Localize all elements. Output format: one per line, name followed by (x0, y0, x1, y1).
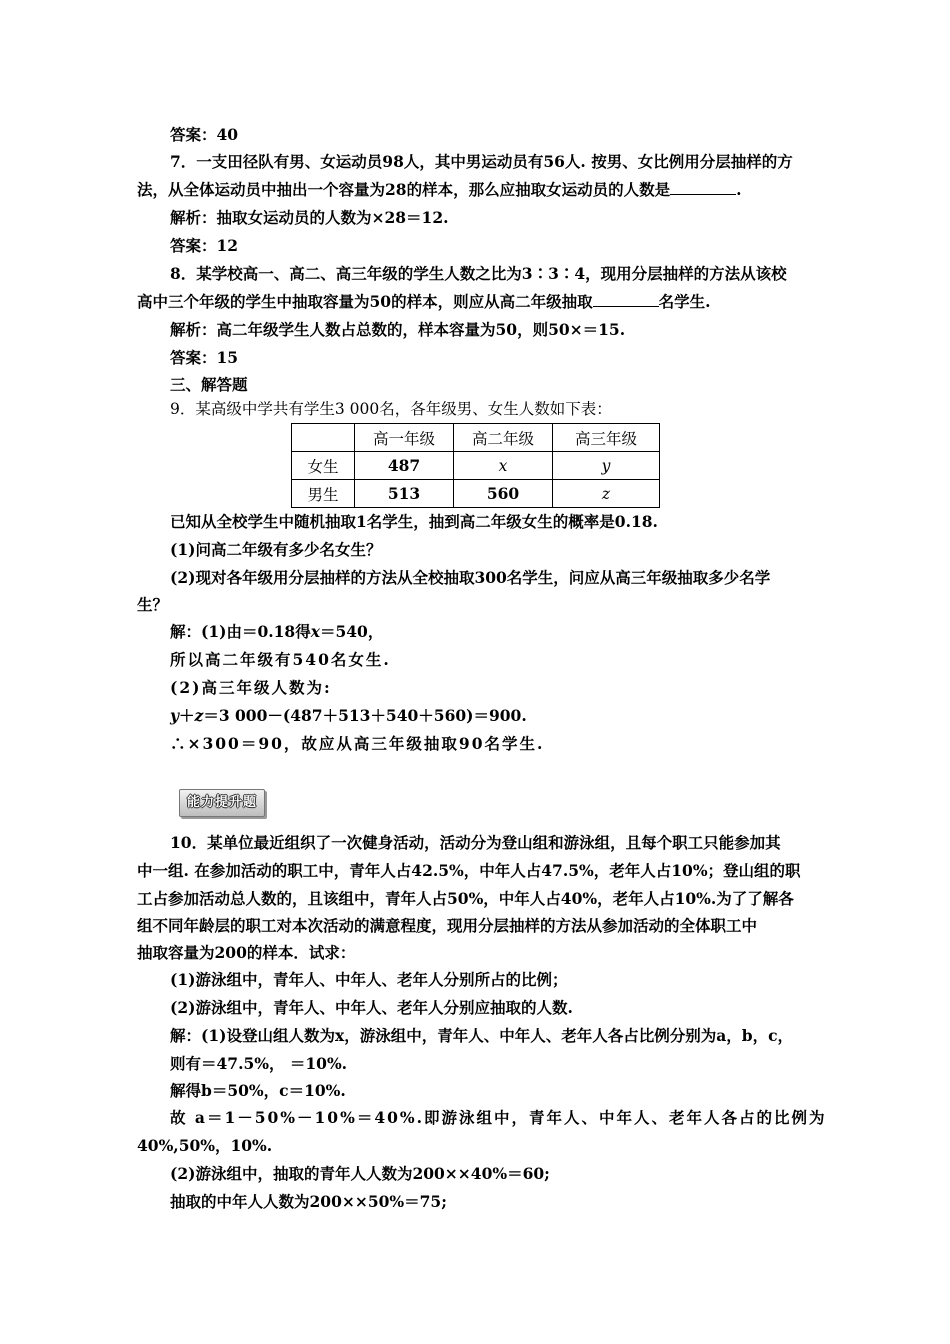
section-3-heading: 三、解答题 (170, 375, 248, 394)
q10-solution-4: 故 a＝1－50%－10%＝40%.即游泳组中，青年人、中年人、老年人各占的比例为 (170, 1108, 827, 1127)
table-header-cell: 高一年级 (355, 424, 454, 452)
table-row-label: 女生 (292, 452, 355, 480)
q9-intro: 9．某高级中学共有学生3 000名，各年级男、女生人数如下表： (170, 400, 612, 418)
q9-solution-2: 所以高二年级有540名女生. (170, 650, 391, 669)
q10-solution-2: 则有＝47.5%， ＝10%. (170, 1054, 348, 1073)
table-header-cell: 高二年级 (454, 424, 553, 452)
q7-answer-blank (670, 180, 736, 195)
table-header-cell (292, 424, 355, 452)
q9-part2-line2: 生？ (137, 595, 169, 614)
q8-answer: 答案：15 (170, 348, 239, 367)
q10-line2: 中一组. 在参加活动的职工中，青年人占42.5%，中年人占47.5%，老年人占10%；登山组的职 (137, 861, 801, 880)
grade-gender-table (291, 423, 660, 508)
q7-line2-end: . (736, 180, 742, 199)
table-cell: x (454, 452, 553, 480)
q10-solution-5: 40%,50%，10%. (137, 1136, 273, 1155)
q8-line2 (137, 291, 710, 313)
q7-line2 (137, 179, 741, 201)
q8-line1: 8．某学校高一、高二、高三年级的学生人数之比为3∶3∶4，现用分层抽样的方法从该校 (170, 264, 787, 283)
q8-analysis: 解析：高二年级学生人数占总数的，样本容量为50，则50×＝15. (170, 320, 626, 339)
q10-solution-3: 解得b＝50%，c＝10%. (170, 1081, 346, 1100)
q9-solution-3: (2)高三年级人数为: (170, 678, 332, 697)
table-header-row (292, 424, 660, 452)
q10-line3: 工占参加活动总人数的，且该组中，青年人占50%，中年人占40%，老年人占10%.为了了解各 (137, 889, 794, 908)
q9-solution-4: y＋z＝3 000－(487＋513＋540＋560)＝900. (170, 706, 527, 725)
q7-analysis: 解析：抽取女运动员的人数为×28＝12. (170, 208, 449, 227)
table-row (292, 452, 660, 480)
table-header-cell: 高三年级 (553, 424, 660, 452)
q8-line2-text: 高中三个年级的学生中抽取容量为50的样本，则应从高二年级抽取 (137, 292, 593, 311)
q9-part1: (1)问高二年级有多少名女生？ (170, 540, 382, 559)
ability-improvement-badge: 能力提升题 (179, 789, 265, 817)
q6-answer: 答案：40 (170, 125, 239, 144)
q10-line4: 组不同年龄层的职工对本次活动的满意程度，现用分层抽样的方法从参加活动的全体职工中 (137, 916, 758, 935)
q10-part1: (1)游泳组中，青年人、中年人、老年人分别所占的比例； (170, 970, 568, 989)
q7-line1: 7．一支田径队有男、女运动员98人，其中男运动员有56人. 按男、女比例用分层抽样的方 (170, 152, 793, 171)
q10-line1: 10．某单位最近组织了一次健身活动，活动分为登山组和游泳组，且每个职工只能参加其 (170, 833, 781, 852)
q9-solution-5: ∴×300＝90，故应从高三年级抽取90名学生. (170, 734, 545, 753)
q9-solution-1: 解：(1)由＝0.18得x＝540， (170, 622, 384, 641)
q10-solution-7: 抽取的中年人人数为200××50%＝75; (170, 1192, 447, 1211)
table-cell: 487 (355, 452, 454, 480)
q7-line2-text: 法，从全体运动员中抽出一个容量为28的样本，那么应抽取女运动员的人数是 (137, 180, 671, 199)
q9-part2-line1: (2)现对各年级用分层抽样的方法从全校抽取300名学生，问应从高三年级抽取多少名学 (170, 568, 771, 587)
q7-answer: 答案：12 (170, 236, 239, 255)
q10-line5: 抽取容量为200的样本．试求： (137, 943, 356, 962)
q10-solution-6: (2)游泳组中，抽取的青年人人数为200××40%＝60; (170, 1164, 550, 1183)
table-cell: 513 (355, 480, 454, 508)
q8-line2-end: 名学生. (658, 292, 711, 311)
q8-answer-blank (593, 292, 659, 307)
table-cell: z (553, 480, 660, 508)
q10-part2: (2)游泳组中，青年人、中年人、老年人分别应抽取的人数. (170, 998, 573, 1017)
q10-solution-1: 解：(1)设登山组人数为x，游泳组中，青年人、中年人、老年人各占比例分别为a，b，c， (170, 1026, 794, 1045)
q9-given: 已知从全校学生中随机抽取1名学生，抽到高二年级女生的概率是0.18. (170, 512, 658, 531)
table-cell: y (553, 452, 660, 480)
table-row (292, 480, 660, 508)
table-cell: 560 (454, 480, 553, 508)
table-row-label: 男生 (292, 480, 355, 508)
